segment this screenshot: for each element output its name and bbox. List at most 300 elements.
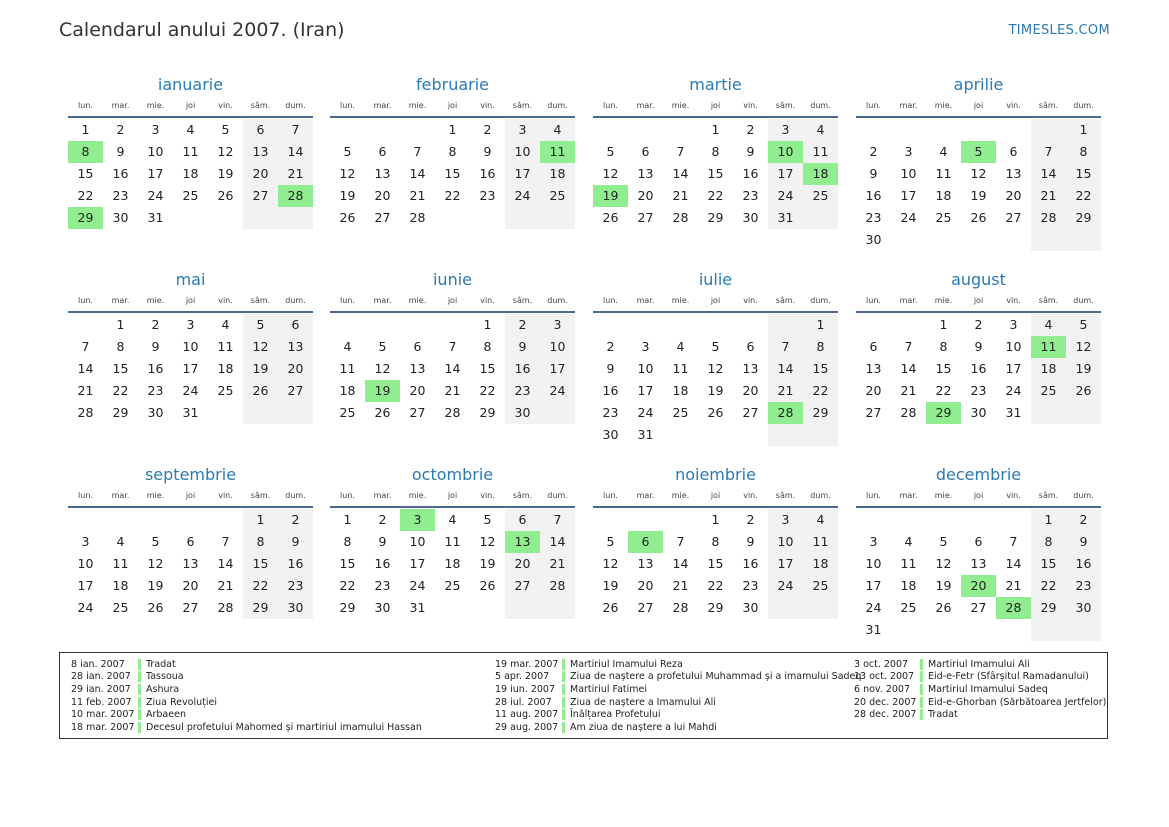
empty-cell [996, 119, 1031, 141]
day-cell: 12 [602, 166, 619, 181]
day-cell: 2 [378, 512, 387, 527]
header-divider [593, 311, 838, 313]
empty-cell [768, 314, 803, 336]
month-name: decembrie [935, 465, 1022, 484]
day-cell: 1 [1031, 509, 1066, 531]
day-cell: 7 [768, 336, 803, 358]
day-cell: 31 [1005, 405, 1022, 420]
header-divider [68, 311, 313, 313]
day-cell: 23 [970, 383, 987, 398]
legend-date: 29 ian. 2007 [71, 683, 131, 695]
legend-date: 19 iun. 2007 [495, 683, 556, 695]
empty-cell [173, 207, 208, 229]
day-cell: 2 [483, 122, 492, 137]
legend-holiday-name: Tassoua [146, 671, 184, 683]
day-cell: 30 [505, 402, 540, 424]
month-name: februarie [415, 75, 490, 94]
day-cell: 4 [803, 119, 838, 141]
header-divider [330, 506, 575, 508]
legend-date: 6 nov. 2007 [854, 683, 910, 695]
day-cell: 28 [409, 210, 426, 225]
empty-cell [505, 597, 540, 619]
legend-item [854, 683, 1106, 696]
day-cell: 4 [448, 512, 457, 527]
day-cell: 27 [637, 210, 654, 225]
day-cell: 13 [637, 556, 654, 571]
day-cell: 9 [116, 144, 125, 159]
day-grid [856, 314, 1101, 424]
legend-marker [562, 671, 565, 682]
day-cell: 21 [278, 163, 313, 185]
holiday-day-cell: 29 [926, 402, 961, 424]
weekday-label: joi [973, 295, 984, 305]
day-cell: 29 [339, 600, 356, 615]
weekday-label: dum. [547, 100, 568, 110]
weekday-label: vin. [218, 100, 233, 110]
day-cell: 19 [935, 578, 952, 593]
legend-item [854, 671, 1106, 684]
day-cell: 21 [900, 383, 917, 398]
legend-date: 20 dec. 2007 [854, 696, 917, 708]
legend-marker [920, 659, 923, 670]
day-cell: 24 [409, 578, 426, 593]
day-cell: 27 [637, 600, 654, 615]
legend-holiday-name: Am ziua de naștere a lui Mahdi [570, 721, 717, 733]
holiday-day-cell: 10 [768, 141, 803, 163]
day-cell: 12 [339, 166, 356, 181]
weekday-header [856, 291, 1101, 309]
day-cell: 2 [869, 144, 878, 159]
legend-date: 5 apr. 2007 [495, 671, 550, 683]
month-februarie [330, 74, 575, 229]
weekday-header [68, 291, 313, 309]
day-cell: 14 [77, 361, 94, 376]
day-cell: 11 [112, 556, 129, 571]
month-martie [593, 74, 838, 229]
site-link[interactable]: TIMESLES.COM [1008, 23, 1110, 38]
day-cell: 16 [742, 556, 759, 571]
month-aprilie [856, 74, 1101, 251]
day-cell: 17 [147, 166, 164, 181]
weekday-label: sâm. [250, 100, 271, 110]
day-cell: 10 [1005, 339, 1022, 354]
day-cell: 29 [1066, 207, 1101, 229]
day-cell: 31 [182, 405, 199, 420]
day-cell: 21 [1005, 578, 1022, 593]
day-cell: 29 [707, 600, 724, 615]
day-grid [593, 509, 838, 619]
weekday-label: mar. [111, 295, 130, 305]
day-cell: 12 [243, 336, 278, 358]
day-cell: 3 [186, 317, 195, 332]
weekday-label: vin. [743, 295, 758, 305]
day-cell: 8 [343, 534, 352, 549]
empty-cell [628, 119, 663, 141]
weekday-label: sâm. [775, 490, 796, 500]
day-cell: 8 [448, 144, 457, 159]
day-cell: 15 [479, 361, 496, 376]
day-cell: 20 [742, 383, 759, 398]
holiday-day-cell: 28 [768, 402, 803, 424]
empty-cell [1031, 229, 1066, 251]
weekday-label: lun. [603, 490, 618, 500]
day-cell: 25 [803, 575, 838, 597]
weekday-label: lun. [78, 100, 93, 110]
day-cell: 2 [746, 512, 755, 527]
day-cell: 13 [970, 556, 987, 571]
day-cell: 23 [374, 578, 391, 593]
weekday-label: vin. [743, 100, 758, 110]
day-cell: 16 [865, 188, 882, 203]
empty-cell [593, 509, 628, 531]
legend-item [854, 696, 1106, 709]
day-cell: 7 [413, 144, 422, 159]
day-cell: 11 [672, 361, 689, 376]
day-cell: 1 [343, 512, 352, 527]
day-cell: 26 [707, 405, 724, 420]
empty-cell [733, 424, 768, 446]
month-octombrie [330, 464, 575, 619]
day-cell: 12 [217, 144, 234, 159]
day-cell: 25 [182, 188, 199, 203]
day-cell: 13 [182, 556, 199, 571]
day-cell: 14 [1005, 556, 1022, 571]
empty-cell [540, 597, 575, 619]
day-cell: 9 [378, 534, 387, 549]
day-cell: 17 [77, 578, 94, 593]
day-cell: 15 [707, 166, 724, 181]
day-cell: 27 [243, 185, 278, 207]
weekday-label: joi [185, 490, 196, 500]
day-cell: 16 [147, 361, 164, 376]
weekday-header [68, 96, 313, 114]
legend-holiday-name: Martiriul Imamului Sadeq [928, 683, 1048, 695]
legend-date: 28 dec. 2007 [854, 709, 917, 721]
empty-cell [278, 402, 313, 424]
day-cell: 25 [935, 210, 952, 225]
weekday-label: sâm. [775, 295, 796, 305]
day-cell: 15 [1066, 163, 1101, 185]
day-cell: 9 [278, 531, 313, 553]
day-cell: 23 [147, 383, 164, 398]
holiday-legend [59, 652, 1108, 739]
empty-cell [961, 229, 996, 251]
day-cell: 16 [112, 166, 129, 181]
day-cell: 23 [865, 210, 882, 225]
day-cell: 11 [803, 531, 838, 553]
weekday-label: mie. [408, 295, 427, 305]
day-cell: 8 [939, 339, 948, 354]
empty-cell [891, 619, 926, 641]
weekday-label: joi [710, 490, 721, 500]
header-divider [68, 506, 313, 508]
month-name: martie [689, 75, 742, 94]
day-cell: 17 [768, 553, 803, 575]
day-cell: 8 [1066, 141, 1101, 163]
day-cell: 23 [742, 578, 759, 593]
day-cell: 31 [147, 210, 164, 225]
day-cell: 31 [409, 600, 426, 615]
day-cell: 20 [865, 383, 882, 398]
day-cell: 7 [676, 144, 685, 159]
empty-cell [435, 314, 470, 336]
day-cell: 25 [540, 185, 575, 207]
day-cell: 1 [243, 509, 278, 531]
day-cell: 17 [505, 163, 540, 185]
legend-date: 29 aug. 2007 [495, 721, 559, 733]
day-cell: 24 [540, 380, 575, 402]
legend-marker [562, 684, 565, 695]
legend-holiday-name: Ziua Revoluției [146, 696, 217, 708]
weekday-label: vin. [218, 490, 233, 500]
day-cell: 2 [746, 122, 755, 137]
day-cell: 24 [768, 575, 803, 597]
legend-item [71, 658, 422, 671]
day-cell: 3 [540, 314, 575, 336]
day-cell: 14 [540, 531, 575, 553]
weekday-label: lun. [866, 100, 881, 110]
legend-marker [138, 709, 141, 720]
legend-date: 8 ian. 2007 [71, 658, 125, 670]
day-cell: 4 [939, 144, 948, 159]
day-cell: 30 [278, 597, 313, 619]
day-cell: 20 [637, 188, 654, 203]
day-cell: 16 [602, 383, 619, 398]
day-cell: 5 [243, 314, 278, 336]
weekday-label: lun. [78, 490, 93, 500]
day-cell: 14 [672, 166, 689, 181]
day-cell: 4 [186, 122, 195, 137]
day-cell: 22 [935, 383, 952, 398]
day-cell: 24 [1005, 383, 1022, 398]
weekday-label: lun. [866, 295, 881, 305]
day-cell: 5 [606, 534, 615, 549]
day-cell: 26 [243, 380, 278, 402]
month-name: ianuarie [157, 75, 224, 94]
day-cell: 30 [742, 600, 759, 615]
day-cell: 18 [900, 578, 917, 593]
day-grid [68, 119, 313, 229]
day-cell: 25 [339, 405, 356, 420]
legend-item [71, 721, 422, 734]
day-cell: 2 [278, 509, 313, 531]
day-cell: 18 [339, 383, 356, 398]
weekday-label: lun. [340, 490, 355, 500]
empty-cell [698, 314, 733, 336]
weekday-label: joi [447, 100, 458, 110]
day-cell: 26 [339, 210, 356, 225]
empty-cell [68, 509, 103, 531]
legend-item [495, 696, 861, 709]
empty-cell [400, 119, 435, 141]
empty-cell [208, 402, 243, 424]
day-cell: 10 [540, 336, 575, 358]
header-divider [593, 116, 838, 118]
weekday-label: mar. [111, 100, 130, 110]
day-cell: 13 [1005, 166, 1022, 181]
day-cell: 8 [803, 336, 838, 358]
legend-column [854, 658, 1106, 721]
day-cell: 24 [147, 188, 164, 203]
day-cell: 15 [77, 166, 94, 181]
day-cell: 11 [182, 144, 199, 159]
legend-date: 10 mar. 2007 [71, 709, 135, 721]
holiday-day-cell: 3 [400, 509, 435, 531]
day-cell: 30 [742, 210, 759, 225]
weekday-label: joi [710, 100, 721, 110]
month-name: iulie [698, 270, 733, 289]
day-cell: 12 [147, 556, 164, 571]
day-cell: 7 [221, 534, 230, 549]
day-cell: 9 [1066, 531, 1101, 553]
legend-item [71, 671, 422, 684]
day-cell: 5 [711, 339, 720, 354]
month-name: aprilie [953, 75, 1004, 94]
weekday-label: sâm. [512, 295, 533, 305]
weekday-header [330, 486, 575, 504]
day-cell: 10 [768, 531, 803, 553]
day-cell: 21 [217, 578, 234, 593]
weekday-label: vin. [1006, 100, 1021, 110]
empty-cell [926, 619, 961, 641]
holiday-day-cell: 13 [505, 531, 540, 553]
legend-holiday-name: Arbaeen [146, 709, 186, 721]
weekday-label: joi [973, 100, 984, 110]
day-cell: 14 [409, 166, 426, 181]
day-cell: 18 [803, 553, 838, 575]
day-cell: 14 [900, 361, 917, 376]
day-cell: 3 [81, 534, 90, 549]
month-name: octombrie [411, 465, 494, 484]
day-cell: 18 [182, 166, 199, 181]
day-cell: 26 [217, 188, 234, 203]
day-cell: 22 [112, 383, 129, 398]
day-cell: 26 [147, 600, 164, 615]
empty-cell [593, 119, 628, 141]
day-cell: 2 [505, 314, 540, 336]
day-cell: 22 [803, 380, 838, 402]
empty-cell [961, 619, 996, 641]
day-cell: 10 [147, 144, 164, 159]
month-name: noiembrie [675, 465, 756, 484]
day-cell: 2 [974, 317, 983, 332]
day-cell: 19 [147, 578, 164, 593]
month-iunie [330, 269, 575, 424]
day-cell: 6 [641, 144, 650, 159]
empty-cell [891, 509, 926, 531]
empty-cell [243, 402, 278, 424]
day-cell: 9 [606, 361, 615, 376]
weekday-label: lun. [78, 295, 93, 305]
day-cell: 20 [637, 578, 654, 593]
weekday-label: joi [185, 100, 196, 110]
weekday-header [593, 291, 838, 309]
weekday-label: vin. [1006, 295, 1021, 305]
empty-cell [926, 509, 961, 531]
weekday-label: sâm. [1038, 100, 1059, 110]
day-cell: 27 [409, 405, 426, 420]
legend-holiday-name: Martiriul Imamului Ali [928, 658, 1030, 670]
day-cell: 24 [182, 383, 199, 398]
day-cell: 8 [243, 531, 278, 553]
day-cell: 5 [1066, 314, 1101, 336]
header-divider [593, 506, 838, 508]
day-cell: 30 [112, 210, 129, 225]
day-cell: 25 [672, 405, 689, 420]
empty-cell [663, 424, 698, 446]
legend-marker [562, 722, 565, 733]
day-cell: 14 [1031, 163, 1066, 185]
day-cell: 23 [479, 188, 496, 203]
empty-cell [663, 119, 698, 141]
page-title: Calendarul anului 2007. (Iran) [59, 19, 345, 41]
day-cell: 27 [278, 380, 313, 402]
day-cell: 5 [606, 144, 615, 159]
day-cell: 10 [182, 339, 199, 354]
weekday-label: mie. [671, 490, 690, 500]
legend-holiday-name: Eid-e-Fetr (Sfârșitul Ramadanului) [928, 671, 1089, 683]
month-septembrie [68, 464, 313, 619]
day-cell: 30 [374, 600, 391, 615]
legend-holiday-name: Decesul profetului Mahomed și martiriul imamului Hassan [146, 721, 422, 733]
empty-cell [593, 314, 628, 336]
day-cell: 24 [865, 600, 882, 615]
empty-cell [733, 314, 768, 336]
weekday-label: dum. [1073, 490, 1094, 500]
day-cell: 17 [768, 163, 803, 185]
day-grid [330, 509, 575, 619]
weekday-label: dum. [810, 295, 831, 305]
weekday-label: mar. [373, 295, 392, 305]
day-cell: 20 [505, 553, 540, 575]
day-cell: 1 [448, 122, 457, 137]
day-cell: 10 [865, 556, 882, 571]
day-cell: 23 [742, 188, 759, 203]
day-cell: 16 [1066, 553, 1101, 575]
day-cell: 10 [77, 556, 94, 571]
day-cell: 17 [540, 358, 575, 380]
day-cell: 25 [1031, 380, 1066, 402]
day-cell: 1 [711, 512, 720, 527]
day-cell: 27 [374, 210, 391, 225]
legend-column [495, 658, 861, 734]
day-cell: 24 [77, 600, 94, 615]
day-grid [68, 314, 313, 424]
holiday-day-cell: 8 [68, 141, 103, 163]
day-cell: 6 [278, 314, 313, 336]
header-divider [330, 311, 575, 313]
day-cell: 11 [935, 166, 952, 181]
day-cell: 15 [935, 361, 952, 376]
day-cell: 13 [409, 361, 426, 376]
day-cell: 28 [444, 405, 461, 420]
legend-holiday-name: Tradat [928, 709, 958, 721]
day-cell: 17 [409, 556, 426, 571]
empty-cell [470, 597, 505, 619]
day-cell: 16 [970, 361, 987, 376]
day-cell: 25 [112, 600, 129, 615]
weekday-label: sâm. [1038, 295, 1059, 305]
weekday-label: joi [447, 490, 458, 500]
day-cell: 21 [409, 188, 426, 203]
empty-cell [1066, 229, 1101, 251]
holiday-day-cell: 19 [593, 185, 628, 207]
day-cell: 5 [939, 534, 948, 549]
day-cell: 6 [505, 509, 540, 531]
day-cell: 14 [217, 556, 234, 571]
weekday-label: mie. [146, 295, 165, 305]
day-cell: 15 [339, 556, 356, 571]
